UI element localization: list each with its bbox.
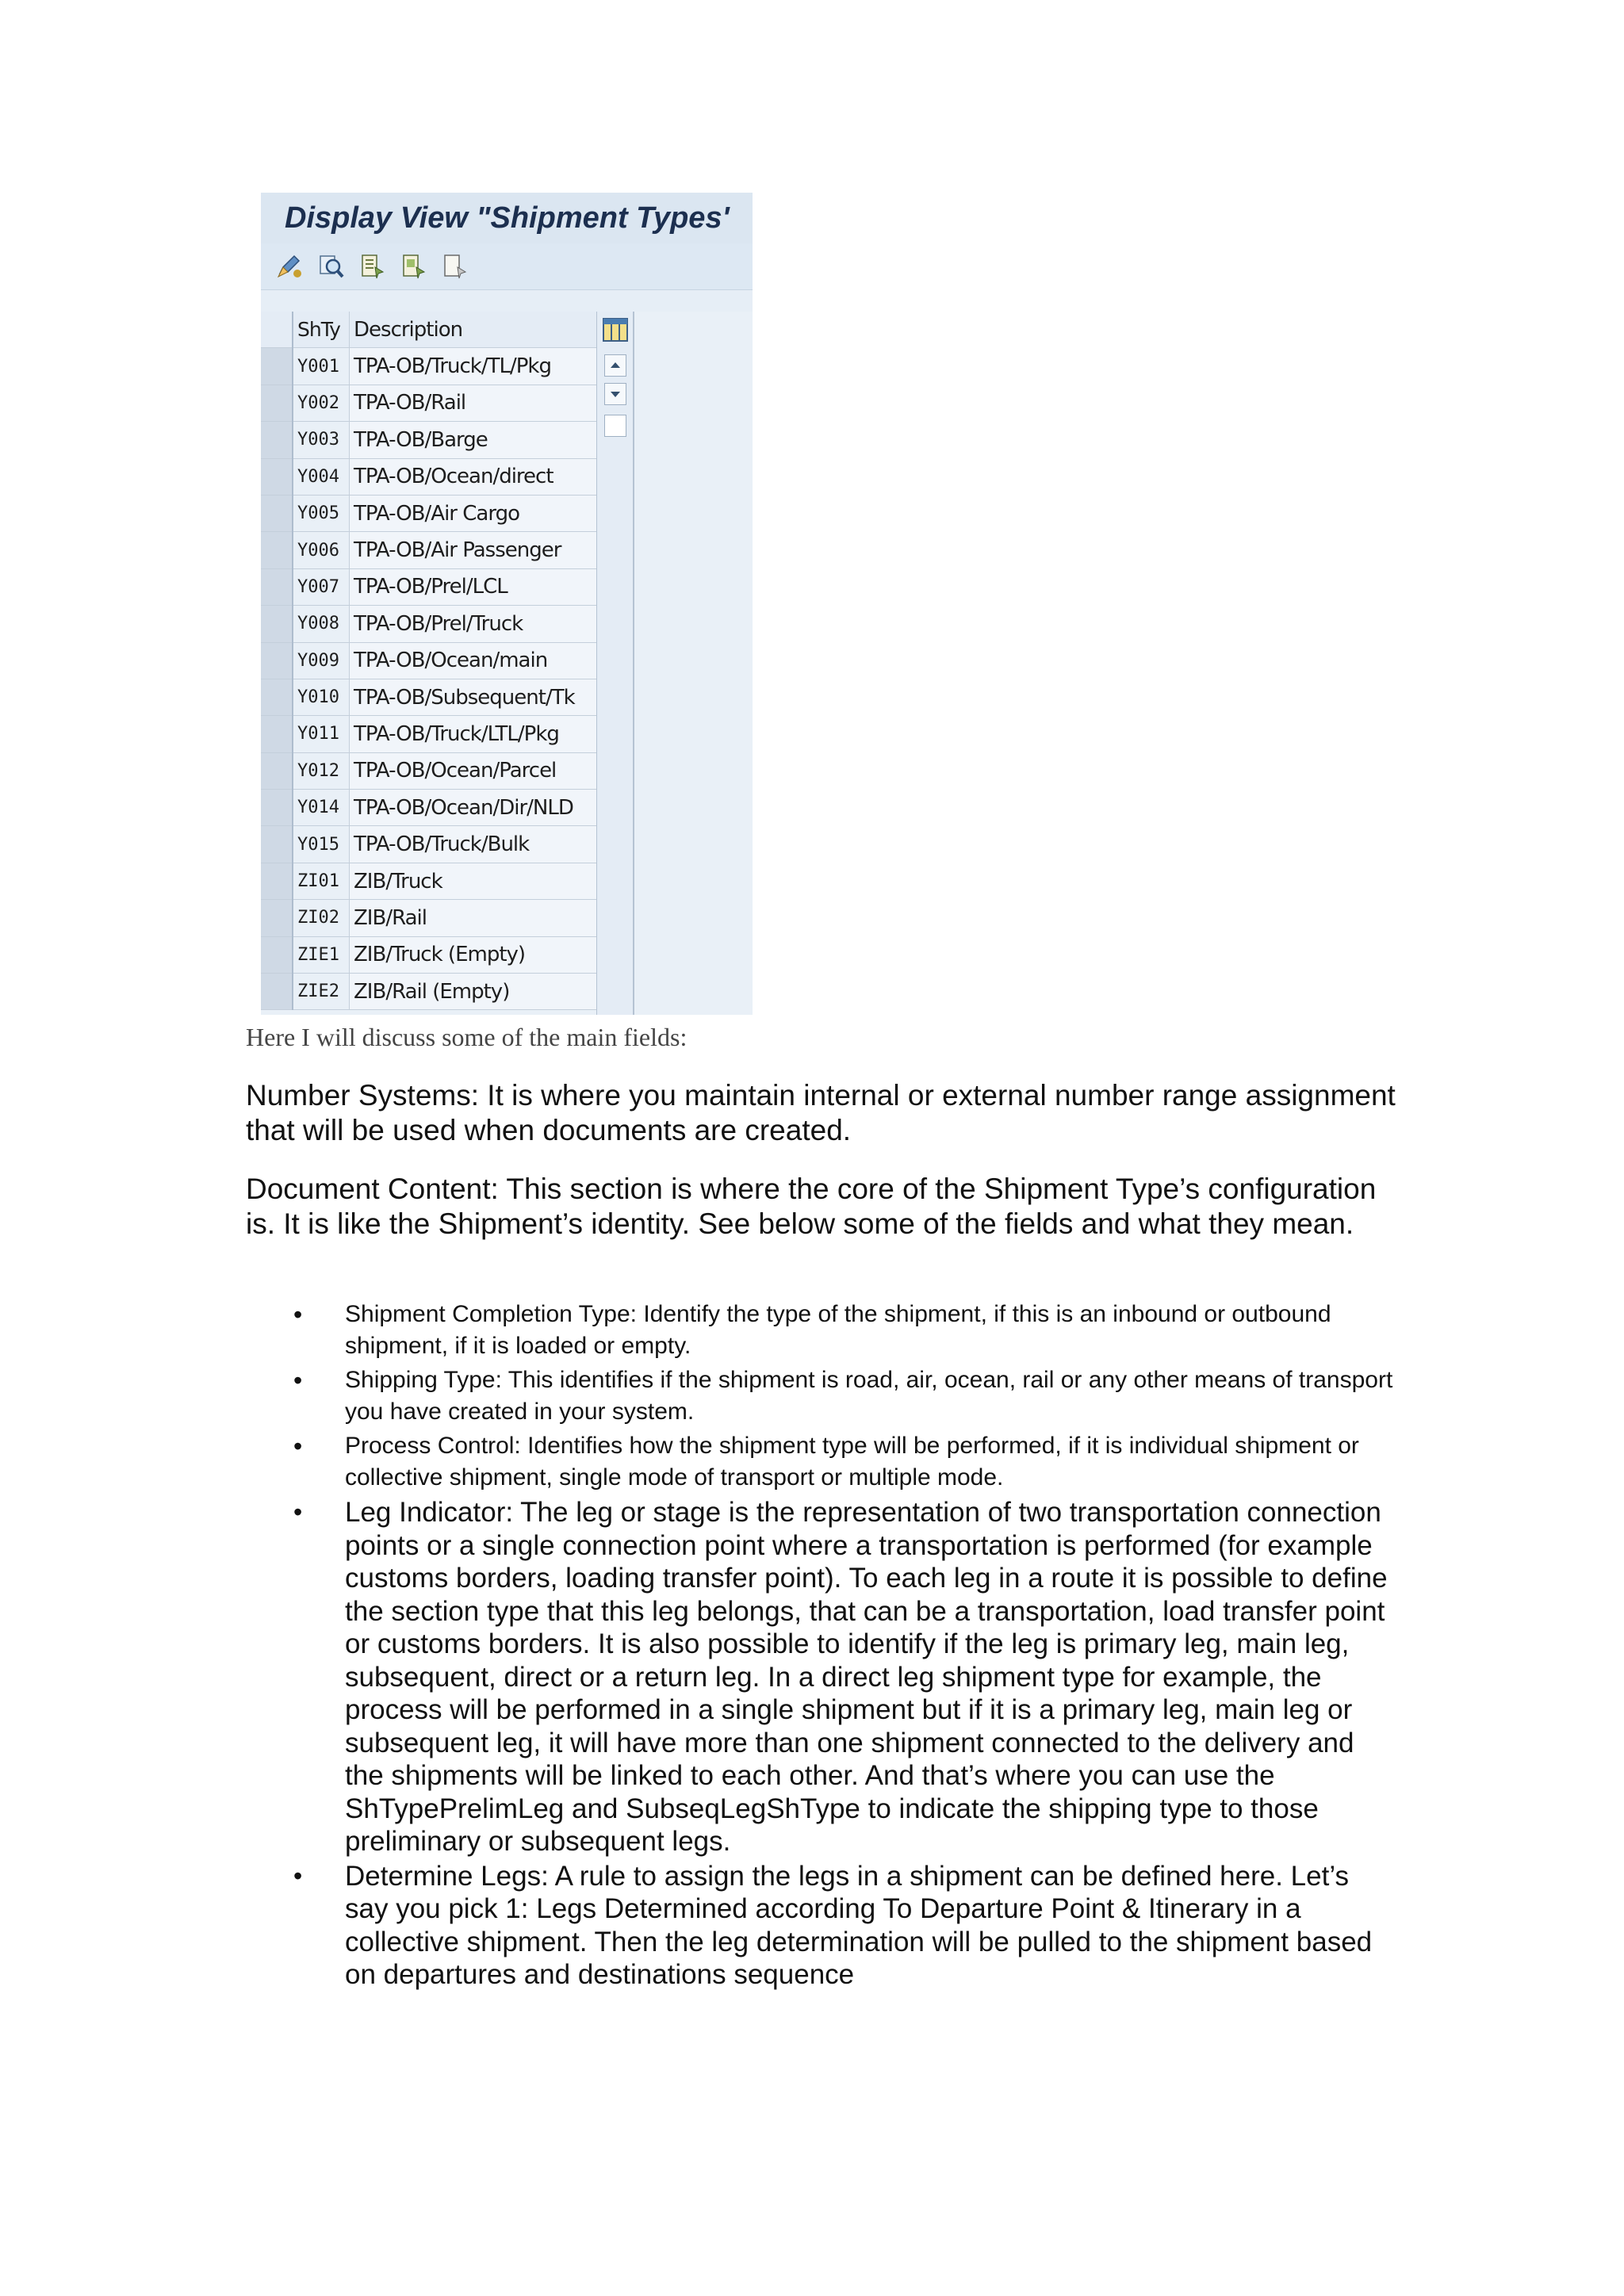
shipment-type-code: Y011 xyxy=(293,716,350,752)
shipment-type-code: Y006 xyxy=(293,532,350,568)
table-row[interactable] xyxy=(261,900,596,936)
shipment-type-code: Y005 xyxy=(293,495,350,531)
row-selector[interactable] xyxy=(261,974,293,1010)
shipment-type-code: Y004 xyxy=(293,458,350,495)
bullet-icon: • xyxy=(293,1300,303,1329)
shipment-type-code: Y001 xyxy=(293,348,350,385)
table-row[interactable] xyxy=(261,826,596,863)
table-row[interactable] xyxy=(261,752,596,789)
number-systems-paragraph: Number Systems: It is where you maintain internal or external number range assignment that will be used when documents are created. xyxy=(246,1079,1396,1146)
bullet-text: Shipment Completion Type: Identify the type of the shipment, if this is an inbound or outbound shipment, if it is loaded or empty. xyxy=(345,1301,1331,1359)
list-item xyxy=(246,1430,1396,1494)
list-item xyxy=(246,1364,1396,1428)
shipment-type-description: TPA-OB/Air Passenger xyxy=(350,532,597,568)
row-selector[interactable] xyxy=(261,716,293,752)
shipment-type-code: Y009 xyxy=(293,642,350,679)
shipment-type-code: Y012 xyxy=(293,752,350,789)
shipment-type-description: TPA-OB/Truck/LTL/Pkg xyxy=(350,716,597,752)
list-item xyxy=(246,1299,1396,1362)
row-selector[interactable] xyxy=(261,790,293,826)
row-selector[interactable] xyxy=(261,422,293,458)
shipment-type-description: ZIB/Truck xyxy=(350,863,597,899)
bullet-text: Shipping Type: This identifies if the shipment is road, air, ocean, rail or any other means of transport you have created in your system. xyxy=(345,1367,1393,1425)
shipment-type-code: Y010 xyxy=(293,679,350,715)
bullet-icon: • xyxy=(293,1498,303,1526)
table-row[interactable] xyxy=(261,495,596,531)
row-selector[interactable] xyxy=(261,863,293,899)
shipment-type-code: Y015 xyxy=(293,826,350,863)
figure-caption: Here I will discuss some of the main fields: xyxy=(246,1023,688,1051)
toolbar xyxy=(261,243,753,290)
field-bullet-list xyxy=(246,1299,1396,1993)
vertical-scrollbar[interactable] xyxy=(596,312,634,1015)
column-header-description[interactable]: Description xyxy=(350,312,597,348)
table-row[interactable] xyxy=(261,606,596,642)
scroll-up-button[interactable] xyxy=(604,354,626,377)
scroll-down-button[interactable] xyxy=(604,383,626,405)
shipment-type-description: TPA-OB/Air Cargo xyxy=(350,495,597,531)
table-row[interactable] xyxy=(261,716,596,752)
row-selector[interactable] xyxy=(261,568,293,605)
shipment-type-description: TPA-OB/Truck/Bulk xyxy=(350,826,597,863)
shipment-type-code: Y008 xyxy=(293,606,350,642)
shipment-type-code: ZIE1 xyxy=(293,936,350,973)
row-selector-header[interactable] xyxy=(261,312,293,348)
window-title: Display View "Shipment Types' xyxy=(285,201,730,235)
list-item xyxy=(246,1496,1396,1858)
row-selector[interactable] xyxy=(261,495,293,531)
row-selector[interactable] xyxy=(261,900,293,936)
shipment-type-code: Y007 xyxy=(293,568,350,605)
shipment-type-description: TPA-OB/Prel/Truck xyxy=(350,606,597,642)
table-row[interactable] xyxy=(261,348,596,385)
shipment-type-description: TPA-OB/Ocean/Dir/NLD xyxy=(350,790,597,826)
find-icon[interactable] xyxy=(318,253,345,280)
edit-pencil-icon[interactable] xyxy=(277,253,304,280)
shipment-type-description: TPA-OB/Ocean/direct xyxy=(350,458,597,495)
bullet-icon: • xyxy=(293,1432,303,1460)
row-selector[interactable] xyxy=(261,936,293,973)
row-selector[interactable] xyxy=(261,679,293,715)
table-row[interactable] xyxy=(261,679,596,715)
sap-screenshot xyxy=(261,193,753,1015)
column-header-shty[interactable]: ShTy xyxy=(293,312,350,348)
table-row[interactable] xyxy=(261,790,596,826)
bullet-icon: • xyxy=(293,1861,303,1890)
title-bar xyxy=(261,193,753,243)
table-row[interactable] xyxy=(261,458,596,495)
bullet-icon: • xyxy=(293,1366,303,1395)
row-selector[interactable] xyxy=(261,642,293,679)
table-row[interactable] xyxy=(261,936,596,973)
shipment-type-code: ZI01 xyxy=(293,863,350,899)
shipment-type-code: Y014 xyxy=(293,790,350,826)
row-selector[interactable] xyxy=(261,458,293,495)
shipment-type-description: TPA-OB/Ocean/Parcel xyxy=(350,752,597,789)
table-row[interactable] xyxy=(261,568,596,605)
select-all-icon[interactable] xyxy=(359,253,386,280)
table-row[interactable] xyxy=(261,642,596,679)
shipment-type-description: TPA-OB/Truck/TL/Pkg xyxy=(350,348,597,385)
shipment-type-description: TPA-OB/Ocean/main xyxy=(350,642,597,679)
shipment-type-description: TPA-OB/Prel/LCL xyxy=(350,568,597,605)
shipment-type-description: TPA-OB/Rail xyxy=(350,385,597,421)
shipment-type-description: ZIB/Rail (Empty) xyxy=(350,974,597,1010)
row-selector[interactable] xyxy=(261,826,293,863)
shipment-type-code: Y003 xyxy=(293,422,350,458)
shipment-type-code: ZIE2 xyxy=(293,974,350,1010)
document-content-paragraph: Document Content: This section is where the core of the Shipment Type’s configuration is. It is like the Shipment’s identity. See below some of the fields and what they mean. xyxy=(246,1173,1377,1240)
shipment-types-table-area xyxy=(261,312,753,1015)
row-selector[interactable] xyxy=(261,385,293,421)
row-selector[interactable] xyxy=(261,532,293,568)
select-block-icon[interactable] xyxy=(400,253,427,280)
table-row[interactable] xyxy=(261,532,596,568)
shipment-type-description: TPA-OB/Barge xyxy=(350,422,597,458)
shipment-type-description: ZIB/Rail xyxy=(350,900,597,936)
bullet-text: Process Control: Identifies how the shipment type will be performed, if it is individual shipment or collective shipment, single mode of transport or multiple mode. xyxy=(345,1433,1359,1490)
row-selector[interactable] xyxy=(261,752,293,789)
table-row[interactable] xyxy=(261,385,596,421)
row-selector[interactable] xyxy=(261,606,293,642)
bullet-text: Determine Legs: A rule to assign the legs in a shipment can be defined here. Let’s say you pick 1: Legs Determined according To Departure Point & Itinerary in a collective shipment. Then the leg determination will be pulled to the shipment based on departures and destinations sequence xyxy=(345,1860,1373,1990)
shipment-types-table xyxy=(261,312,596,1010)
table-row[interactable] xyxy=(261,974,596,1010)
list-item xyxy=(246,1860,1396,1992)
shipment-type-code: Y002 xyxy=(293,385,350,421)
shipment-type-description: TPA-OB/Subsequent/Tk xyxy=(350,679,597,715)
row-selector[interactable] xyxy=(261,348,293,385)
bullet-text: Leg Indicator: The leg or stage is the representation of two transportation connection points or a single connection point where a transportation is performed (for example customs borders, loading transfer point). To each leg in a route it is possible to define the section type that this leg belongs, that can be a transportation, load transfer point or customs borders. It is also possible to identify if the leg is primary leg, main leg, subsequent, direct or a return leg. In a direct leg shipment type for example, the process will be performed in a single shipment but if it is a primary leg, main leg or subsequent leg, it will have more than one shipment connected to the delivery and the shipments will be linked to each other. And that’s where you can use the ShTypePrelimLeg and SubseqLegShType to indicate the shipping type to those preliminary or subsequent legs. xyxy=(345,1497,1388,1857)
shipment-type-description: ZIB/Truck (Empty) xyxy=(350,936,597,973)
shipment-type-code: ZI02 xyxy=(293,900,350,936)
table-settings-icon[interactable] xyxy=(603,318,628,342)
table-row[interactable] xyxy=(261,422,596,458)
deselect-all-icon[interactable] xyxy=(442,253,469,280)
table-row[interactable] xyxy=(261,863,596,899)
scroll-thumb[interactable] xyxy=(604,415,626,437)
table-header-row xyxy=(261,312,596,348)
